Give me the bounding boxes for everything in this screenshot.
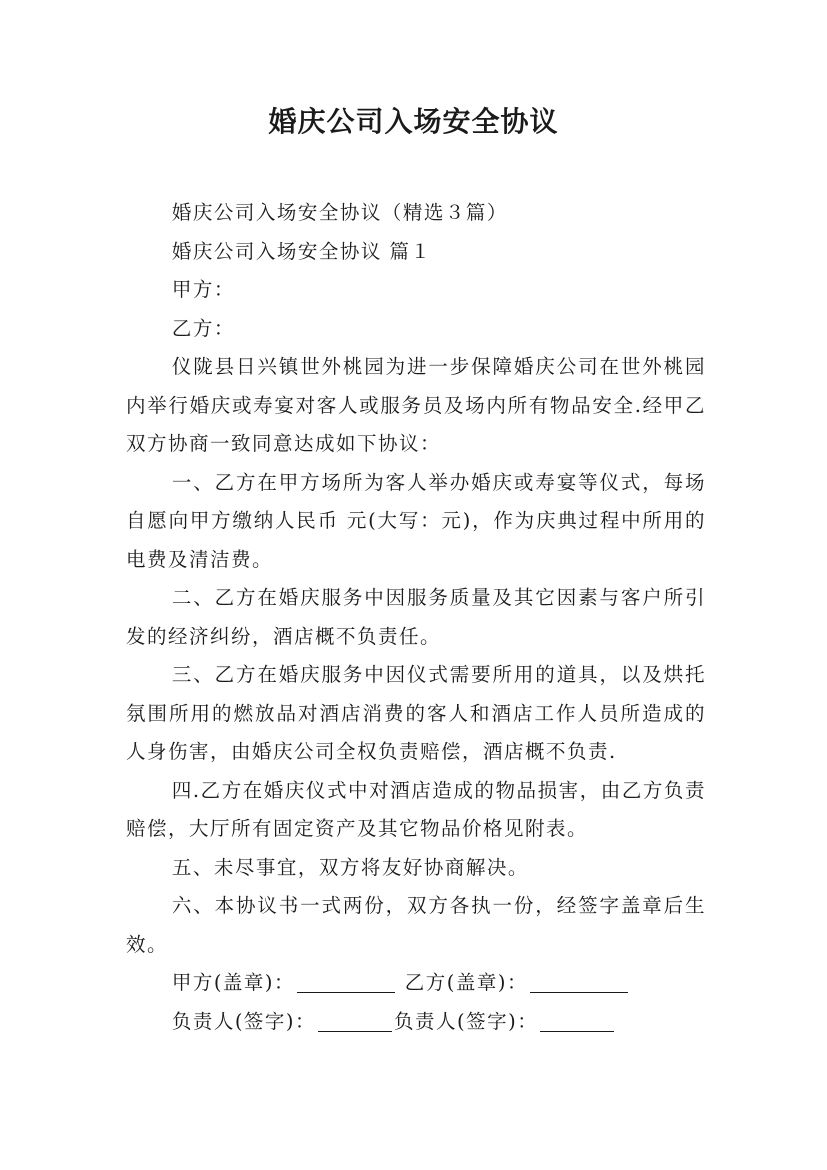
party-a-label: 甲方： <box>171 278 235 301</box>
clause-intro: 仪陇县日兴镇世外桃园为进一步保障婚庆公司在世外桃园内举行婚庆或寿宴对客人或服务员及场内所有物品安全.经甲乙双方协商一致同意达成如下协议： <box>126 355 706 455</box>
seal-line <box>126 964 706 1003</box>
clause-6: 六、本协议书一式两份，双方各执一份，经签字盖章后生效。 <box>126 894 706 956</box>
clause-5: 五、未尽事宜，双方将友好协商解决。 <box>171 855 529 879</box>
clause-4: 四.乙方在婚庆仪式中对酒店造成的物品损害，由乙方负责赔偿，大厅所有固定资产及其它物品价格见附表。 <box>126 778 706 840</box>
responsible-a-label: 负责人(签字)： <box>171 1009 317 1033</box>
section-heading: 婚庆公司入场安全协议 篇１ <box>171 239 432 263</box>
clause-1: 一、乙方在甲方场所为客人举办婚庆或寿宴等仪式，每场自愿向甲方缴纳人民币 元(大写：元)，作为庆典过程中所用的电费及清洁费。 <box>126 470 706 571</box>
clause-2: 二、乙方在婚庆服务中因服务质量及其它因素与客户所引发的经济纠纷，酒店概不负责任。 <box>126 586 706 648</box>
party-b-seal-blank <box>530 968 628 993</box>
responsible-b-blank <box>540 1007 614 1032</box>
document-title: 婚庆公司入场安全协议 <box>268 105 559 138</box>
party-a-seal-label: 甲方(盖章)： <box>171 971 296 994</box>
signature-line <box>126 1003 706 1042</box>
party-b-label: 乙方： <box>171 316 235 340</box>
responsible-b-label: 负责人(签字)： <box>394 1009 539 1033</box>
document-body <box>126 194 706 1041</box>
party-b-seal-label: 乙方(盖章)： <box>404 971 528 994</box>
document-subtitle: 婚庆公司入场安全协议（精选３篇） <box>171 201 508 224</box>
responsible-a-blank <box>318 1007 392 1032</box>
clause-3: 三、乙方在婚庆服务中因仪式需要所用的道具，以及烘托氛围所用的燃放品对酒店消费的客人和酒店工作人员所造成的人身伤害，由婚庆公司全权负责赔偿，酒店概不负责. <box>126 663 706 763</box>
party-a-seal-blank <box>297 968 395 993</box>
